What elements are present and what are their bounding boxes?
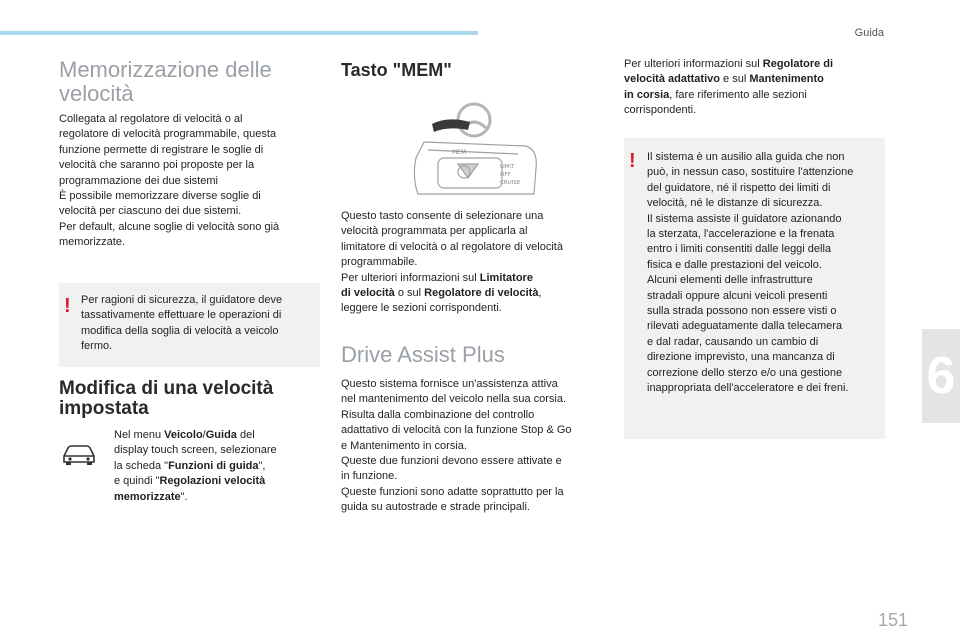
text-span: , — [538, 287, 542, 300]
text-span: e quindi " — [114, 475, 160, 488]
text-line: del guidatore, né il rispetto dei limiti di — [647, 181, 831, 194]
text-line: fisica e dalle prestazioni del veicolo. — [647, 258, 822, 271]
warning-icon: ! — [629, 150, 636, 172]
text-line: Alcuni elementi delle infrastrutture — [647, 274, 813, 287]
reference-mantenimento: in corsia — [624, 88, 670, 101]
text-span: e sul — [719, 73, 750, 86]
text-span: Per ulteriori informazioni sul — [341, 271, 480, 284]
warning-icon: ! — [64, 295, 71, 317]
figure-label-limit: LIMIT — [500, 164, 515, 170]
left-paragraph — [59, 112, 321, 251]
warning-box-right — [624, 138, 885, 439]
text-line: direzione imprevisto, una mancanza di — [647, 351, 835, 364]
text-line: Risulta dalla combinazione del controllo — [341, 408, 535, 421]
menu-instructions — [114, 428, 314, 505]
text-span: del — [236, 429, 255, 441]
text-span: , fare riferimento alle sezioni — [669, 88, 807, 101]
text-line: tassativamente effettuare le operazioni di — [81, 309, 282, 322]
text-line: sulla strada possono non essere visti o — [647, 305, 837, 318]
text-span: ". — [180, 490, 188, 503]
text-line: Per ragioni di sicurezza, il guidatore deve — [81, 294, 283, 306]
text-line: inappropriata dell'acceleratore e dei freni. — [647, 382, 849, 395]
section-title-memorizzazione: Memorizzazione delle velocità — [59, 57, 272, 106]
text-line: guida su autostrade e strade principali. — [341, 501, 530, 514]
subtitle-modifica: Modifica di una velocità impostata — [59, 378, 274, 419]
text-line: Il sistema assiste il guidatore azionando — [647, 212, 842, 225]
text-line: Collegata al regolatore di velocità o al — [59, 113, 243, 125]
text-line: correzione dello sterzo e/o una gestione — [647, 366, 843, 379]
text-line: regolatore di velocità programmabile, questa — [59, 128, 277, 141]
text-span: Nel menu — [114, 429, 165, 441]
text-line: funzione permette di registrare le soglie di — [59, 143, 264, 156]
reference-regolatore: Regolatore di velocità — [424, 287, 539, 300]
section-label: Guida — [854, 27, 884, 39]
section-title-drive-assist: Drive Assist Plus — [341, 342, 505, 367]
chapter-tab: 6 — [922, 329, 960, 423]
text-line: fermo. — [81, 340, 113, 353]
reference-limitatore: Limitatore — [479, 271, 533, 284]
text-line: velocità programmata per applicarla al — [341, 225, 528, 238]
text-line: Questo sistema fornisce un'assistenza attiva — [341, 378, 558, 390]
menu-name-veicolo: Veicolo — [164, 429, 203, 441]
menu-name-guida: Guida — [205, 429, 237, 441]
page-number: 151 — [877, 610, 908, 630]
figure-label-cruise: CRUISE — [500, 180, 521, 186]
right-paragraph — [624, 57, 886, 119]
text-line: adattativo di velocità con la funzione Stop & Go — [341, 424, 572, 437]
text-line: È possibile memorizzare diverse soglie di — [59, 190, 261, 203]
text-line: velocità, né le distanze di sicurezza. — [647, 197, 823, 210]
text-line: memorizzate. — [59, 236, 126, 249]
warning-box-left — [59, 283, 320, 367]
text-line: velocità per ciascuno dei due sistemi. — [59, 205, 242, 218]
text-span: o sul — [394, 287, 425, 300]
text-line: nel mantenimento del veicolo nella sua corsia. — [341, 393, 567, 406]
mem-paragraph — [341, 209, 603, 317]
text-span: Per ulteriori informazioni sul — [624, 58, 763, 70]
figure-label-off: OFF — [500, 172, 511, 178]
top-accent-bar — [0, 31, 478, 35]
text-line: in funzione. — [341, 470, 398, 483]
reference-mantenimento: Mantenimento — [749, 73, 824, 86]
text-line: Questo tasto consente di selezionare una — [341, 210, 544, 222]
text-line: display touch screen, selezionare — [114, 444, 277, 457]
car-icon — [60, 440, 98, 466]
setting-name: memorizzate — [114, 490, 181, 503]
text-line: entro i limiti consentiti dalle leggi della — [647, 243, 832, 256]
text-line: programmabile. — [341, 256, 418, 269]
setting-name: Regolazioni velocità — [159, 475, 266, 488]
text-line: Il sistema è un ausilio alla guida che non — [647, 151, 845, 163]
text-line: la sterzata, l'accelerazione e la frenata — [647, 228, 835, 241]
figure-label-mem: MEM — [452, 149, 467, 156]
text-line: Queste due funzioni devono essere attivate e — [341, 455, 562, 468]
reference-regolatore-adattativo: velocità adattativo — [624, 73, 720, 86]
text-line: programmazione dei due sistemi — [59, 174, 218, 187]
text-line: stradali oppure alcuni veicoli presenti — [647, 289, 828, 302]
text-line: può, in nessun caso, sostituire l'attenzione — [647, 166, 854, 179]
text-span: la scheda " — [114, 459, 169, 472]
text-span: / — [202, 429, 206, 441]
text-line: Per default, alcune soglie di velocità sono già — [59, 220, 280, 233]
mem-button-illustration — [408, 98, 548, 202]
text-line: velocità che saranno poi proposte per la — [59, 159, 255, 172]
reference-limitatore: di velocità — [341, 287, 395, 300]
text-line: leggere le sezioni corrispondenti. — [341, 302, 502, 315]
drive-assist-paragraph — [341, 377, 606, 516]
text-line: Queste funzioni sono adatte soprattutto per la — [341, 485, 564, 498]
text-line: e Mantenimento in corsia. — [341, 439, 467, 452]
tab-name: Funzioni di guida — [168, 459, 259, 472]
section-title-mem: Tasto "MEM" — [341, 60, 452, 80]
text-line: limitatore di velocità o al regolatore di velocità — [341, 240, 563, 253]
text-line: e dal radar, causando un cambio di — [647, 335, 819, 348]
text-line: rilevati adeguatamente dalla telecamera — [647, 320, 843, 333]
reference-regolatore-adattativo: Regolatore di — [762, 58, 834, 70]
text-span: ", — [258, 459, 266, 472]
text-line: corrispondenti. — [624, 104, 697, 117]
text-line: modifica della soglia di velocità a veicolo — [81, 324, 279, 337]
